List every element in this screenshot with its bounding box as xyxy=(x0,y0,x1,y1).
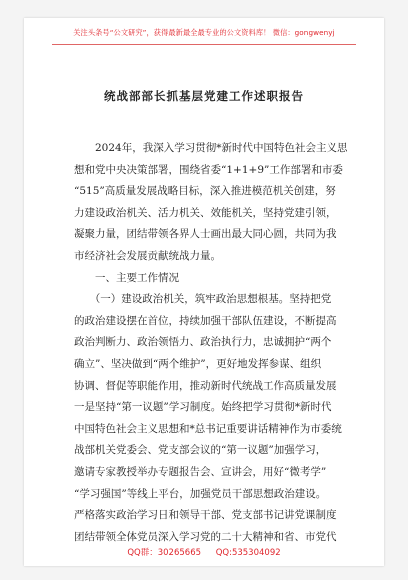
body-line: 2024年，我深入学习贯彻*新时代中国特色社会主义思 xyxy=(74,142,348,154)
qq-number: QQ:535304092 xyxy=(215,548,281,558)
document-title: 统战部部长抓基层党建工作述职报告 xyxy=(104,89,304,103)
body-line: 团结带领全体党员深入学习党的二十大精神和省、市党代 xyxy=(74,530,337,543)
body-line: 市经济社会发展贡献统战力量。 xyxy=(74,249,221,262)
body-line: 严格落实政治学习日和领导干部、党支部书记讲党课制度 xyxy=(74,509,337,522)
document-body xyxy=(74,138,348,548)
body-line: “学习强国”等线上平台，加强党员干部思想政治建设。 xyxy=(74,487,327,500)
body-line: 邀请专家教授举办专题报告会、宣讲会，用好“微考学” xyxy=(74,465,327,478)
body-line: 确立”、坚决做到“两个维护”，更好地发挥参谋、组织 xyxy=(74,357,322,370)
section-heading: 一、主要工作情况 xyxy=(74,271,179,284)
body-line: 一是坚持“第一议题”学习制度。始终把学习贯彻*新时代 xyxy=(74,401,332,414)
body-line: 力建设政治机关、活力机关、效能机关，坚持党建引领， xyxy=(74,206,337,219)
footer-contact xyxy=(24,546,384,558)
document-page xyxy=(24,18,384,566)
qq-group-number: QQ群：30265665 xyxy=(127,548,202,558)
body-line: 政治判断力、政治领悟力、政治执行力，忠诚拥护“两个 xyxy=(74,336,332,349)
body-line: “515”高质量发展战略目标，深入推进模范机关创建，努 xyxy=(74,185,336,198)
body-line: （一）建设政治机关，筑牢政治思想根基。坚持把党 xyxy=(74,293,332,306)
body-line: 协调、督促等职能作用，推动新时代统战工作高质量发展 xyxy=(74,379,337,392)
header-divider xyxy=(52,44,356,45)
body-line: 想和党中央决策部署，围绕省委“1+1+9”工作部署和市委 xyxy=(74,163,343,176)
body-line: 凝聚力量，团结带领各界人士画出最大同心圆，共同为我 xyxy=(74,228,337,241)
body-line: 战部机关党委会、党支部会议的“第一议题”加强学习， xyxy=(74,444,327,457)
body-line: 中国特色社会主义思想和*总书记重要讲话精神作为市委统 xyxy=(74,422,342,435)
header-banner: 关注头条号“公文研究”，获得最新最全最专业的公文资料库！ 微信：gongwenyj xyxy=(73,28,335,37)
body-line: 的政治建设摆在首位，持续加强干部队伍建设，不断提高 xyxy=(74,314,337,327)
